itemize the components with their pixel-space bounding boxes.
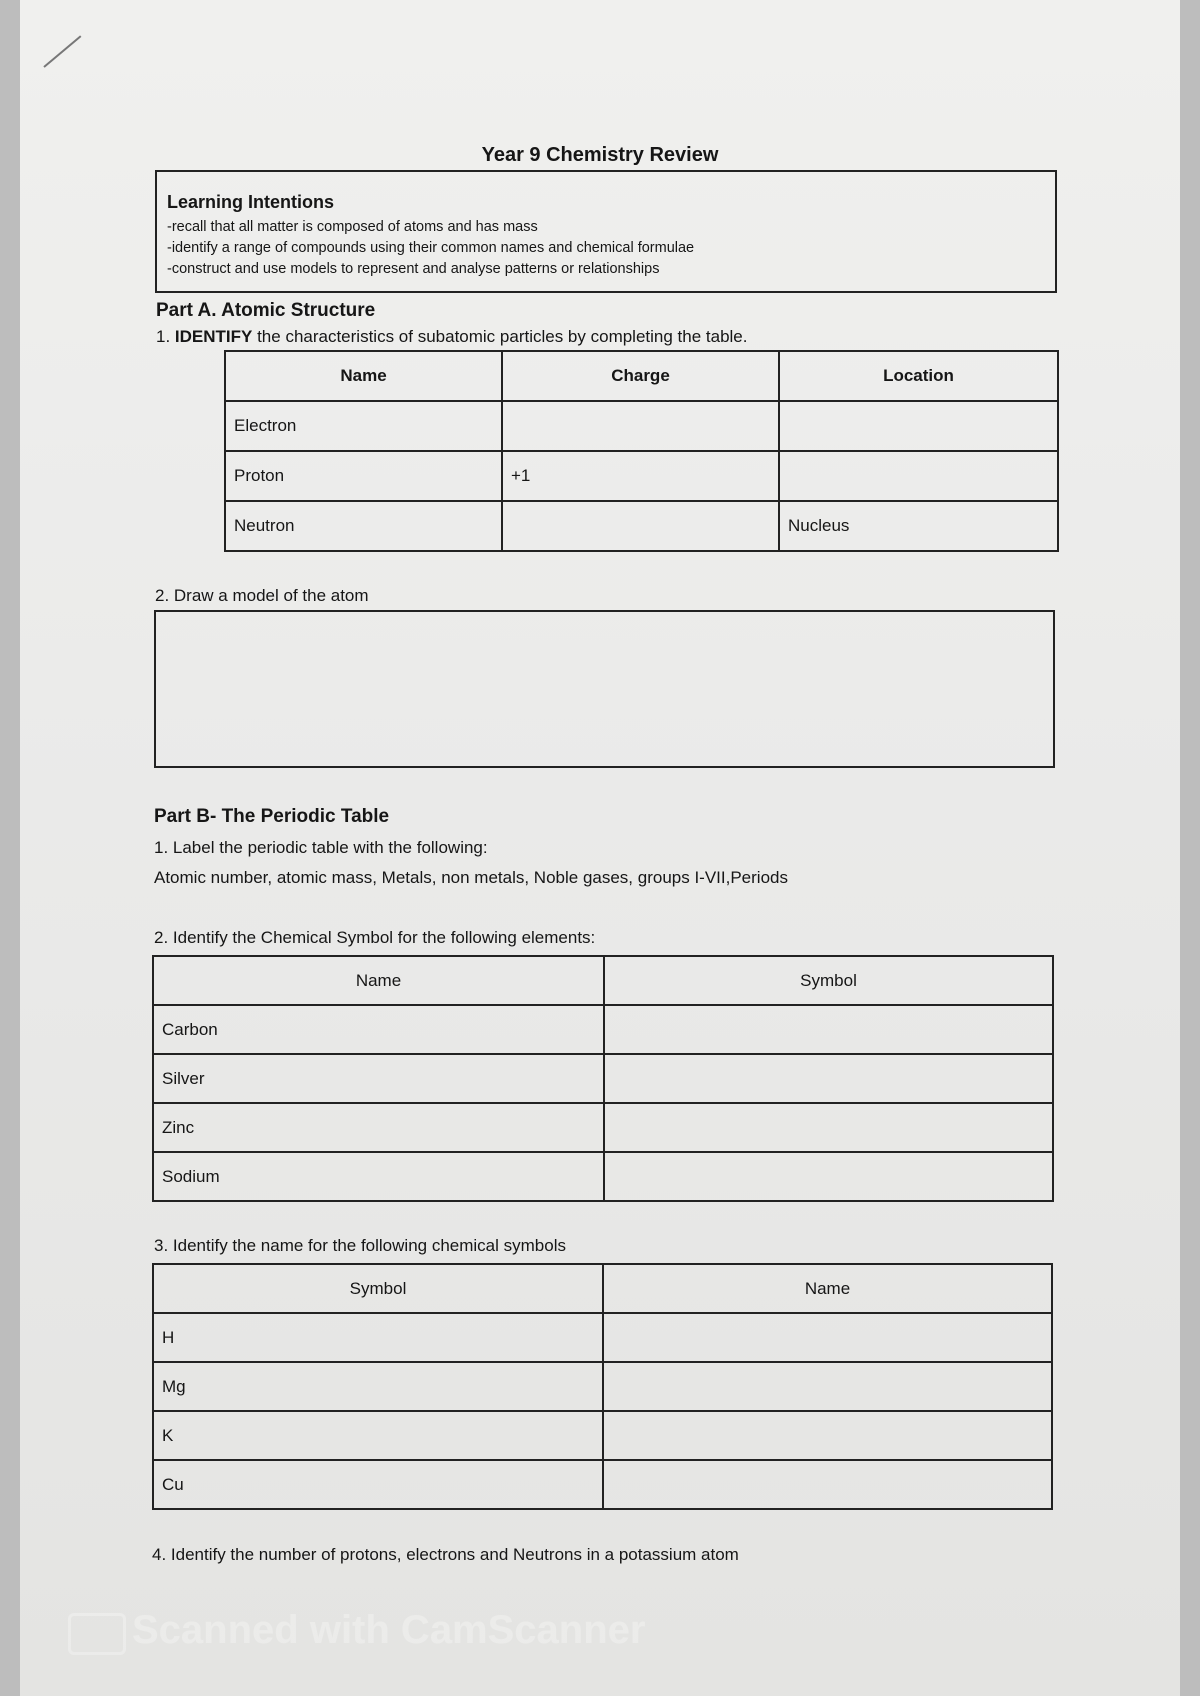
part-b-question-4: 4. Identify the number of protons, electrons and Neutrons in a potassium atom xyxy=(152,1545,739,1564)
column-header-symbol: Symbol xyxy=(604,956,1053,1005)
symbol-cell: H xyxy=(153,1313,603,1362)
element-name-cell: Silver xyxy=(153,1054,604,1103)
table-row xyxy=(225,501,1058,551)
name-answer-cell[interactable] xyxy=(603,1313,1052,1362)
particle-name-cell: Proton xyxy=(225,451,502,501)
name-answer-cell[interactable] xyxy=(603,1362,1052,1411)
column-header-name: Name xyxy=(225,351,502,401)
subatomic-particles-table xyxy=(224,350,1059,552)
column-header-location: Location xyxy=(779,351,1058,401)
learning-intentions-box xyxy=(155,170,1057,293)
symbol-name-table xyxy=(152,1263,1053,1510)
table-row xyxy=(153,1313,1052,1362)
table-row xyxy=(153,1460,1052,1509)
atom-model-drawing-area[interactable] xyxy=(154,610,1055,768)
table-header-row xyxy=(225,351,1058,401)
table-row xyxy=(153,1005,1053,1054)
table-row xyxy=(153,1411,1052,1460)
symbol-cell: K xyxy=(153,1411,603,1460)
table-row xyxy=(225,451,1058,501)
scanner-watermark: Scanned with CamScanner xyxy=(132,1608,646,1652)
learning-intention-line: -recall that all matter is composed of atoms and has mass xyxy=(167,219,538,235)
page-title: Year 9 Chemistry Review xyxy=(481,144,719,166)
symbol-answer-cell[interactable] xyxy=(604,1054,1053,1103)
column-header-symbol: Symbol xyxy=(153,1264,603,1313)
part-b-question-1-items: Atomic number, atomic mass, Metals, non metals, Noble gases, groups I-VII,Periods xyxy=(154,868,788,887)
location-answer-cell[interactable] xyxy=(779,451,1058,501)
column-header-name: Name xyxy=(153,956,604,1005)
symbol-answer-cell[interactable] xyxy=(604,1005,1053,1054)
particle-name-cell: Neutron xyxy=(225,501,502,551)
column-header-charge: Charge xyxy=(502,351,779,401)
name-answer-cell[interactable] xyxy=(603,1411,1052,1460)
particle-name-cell: Electron xyxy=(225,401,502,451)
element-symbol-table xyxy=(152,955,1054,1202)
part-b-question-2: 2. Identify the Chemical Symbol for the following elements: xyxy=(154,928,596,947)
part-b-heading: Part B- The Periodic Table xyxy=(154,806,390,827)
part-b-question-3: 3. Identify the name for the following chemical symbols xyxy=(154,1236,566,1255)
learning-intention-line: -identify a range of compounds using their common names and chemical formulae xyxy=(167,240,695,256)
part-a-question-1 xyxy=(156,327,747,347)
table-header-row xyxy=(153,956,1053,1005)
table-header-row xyxy=(153,1264,1052,1313)
charge-answer-cell[interactable] xyxy=(502,501,779,551)
symbol-answer-cell[interactable] xyxy=(604,1152,1053,1201)
learning-intention-line: -construct and use models to represent and analyse patterns or relationships xyxy=(167,261,660,277)
charge-answer-cell[interactable]: +1 xyxy=(502,451,779,501)
location-answer-cell[interactable] xyxy=(779,401,1058,451)
table-row xyxy=(153,1362,1052,1411)
table-row xyxy=(153,1103,1053,1152)
charge-answer-cell[interactable] xyxy=(502,401,779,451)
question-emphasis: IDENTIFY xyxy=(174,327,253,346)
table-row xyxy=(153,1152,1053,1201)
camscanner-icon xyxy=(68,1613,126,1655)
symbol-cell: Mg xyxy=(153,1362,603,1411)
column-header-name: Name xyxy=(603,1264,1052,1313)
part-a-heading: Part A. Atomic Structure xyxy=(156,300,376,321)
question-text: the characteristics of subatomic particles by completing the table. xyxy=(252,327,748,346)
table-row xyxy=(225,401,1058,451)
location-answer-cell[interactable]: Nucleus xyxy=(779,501,1058,551)
symbol-cell: Cu xyxy=(153,1460,603,1509)
element-name-cell: Carbon xyxy=(153,1005,604,1054)
name-answer-cell[interactable] xyxy=(603,1460,1052,1509)
learning-intentions-heading: Learning Intentions xyxy=(167,192,335,212)
part-b-question-1: 1. Label the periodic table with the following: xyxy=(154,838,488,857)
part-a-question-2: 2. Draw a model of the atom xyxy=(155,586,369,605)
element-name-cell: Sodium xyxy=(153,1152,604,1201)
symbol-answer-cell[interactable] xyxy=(604,1103,1053,1152)
table-row xyxy=(153,1054,1053,1103)
question-number: 1. xyxy=(156,327,175,346)
element-name-cell: Zinc xyxy=(153,1103,604,1152)
